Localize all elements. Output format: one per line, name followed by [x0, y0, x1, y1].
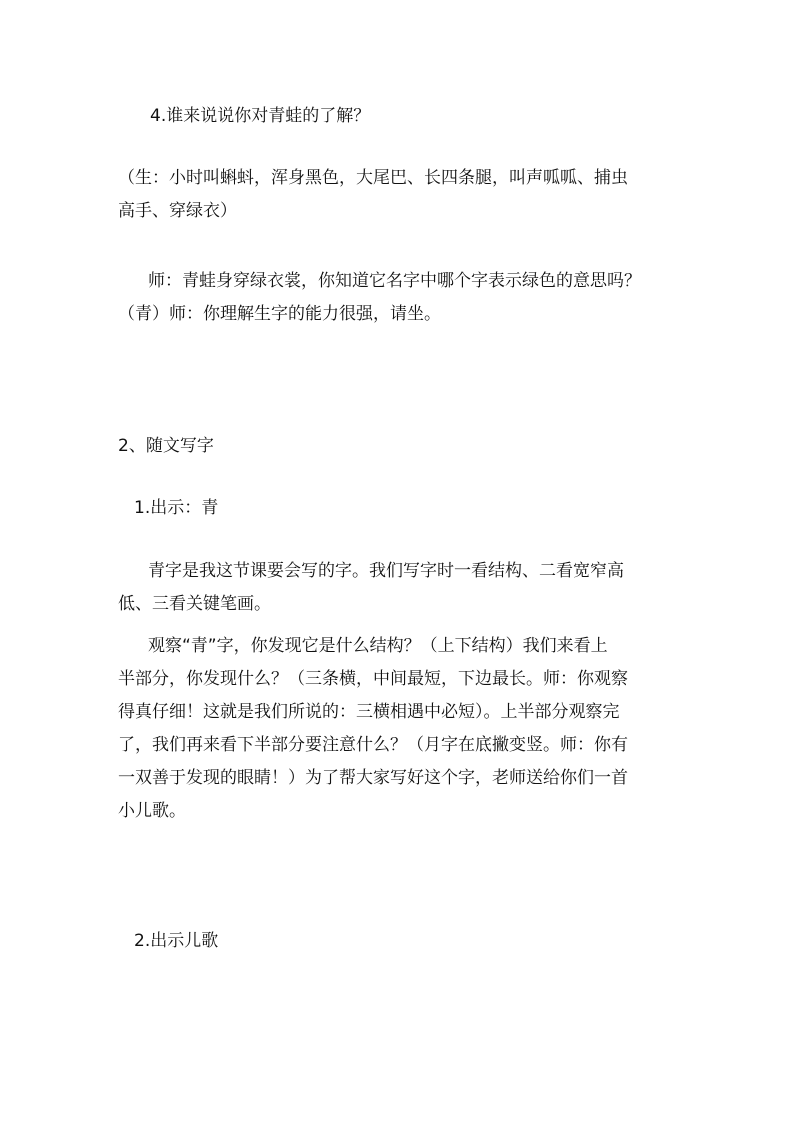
- subheading-1: [134, 492, 694, 525]
- section-heading-2-text: 2、随文写字: [118, 436, 214, 456]
- observation-line-6: 小儿歌。: [118, 801, 186, 821]
- section-heading-2: [118, 430, 678, 463]
- subheading-2: [134, 925, 694, 958]
- student-answer-line-2: 高手、穿绿衣）: [118, 201, 237, 221]
- observation-paragraph: [118, 630, 678, 828]
- writing-intro-paragraph: [118, 555, 678, 621]
- teacher-line-1: 师：青蛙身穿绿衣裳，你知道它名字中哪个字表示绿色的意思吗？: [148, 271, 641, 291]
- writing-intro-line-1: 青字是我这节课要会写的字。我们写字时一看结构、二看宽窄高: [148, 561, 624, 581]
- observation-line-1: 观察“青”字，你发现它是什么结构？（上下结构）我们来看上: [148, 636, 608, 656]
- observation-line-3: 得真仔细！这就是我们所说的：三横相遇中必短）。上半部分观察完: [118, 702, 620, 722]
- observation-line-5: 一双善于发现的眼睛！）为了帮大家写好这个字，老师送给你们一首: [118, 768, 628, 788]
- teacher-line-2: （青）师：你理解生字的能力很强，请坐。: [118, 304, 441, 324]
- subheading-1-text: 1.出示：青: [134, 498, 219, 518]
- student-answer-line-1: （生：小时叫蝌蚪，浑身黑色，大尾巴、长四条腿，叫声呱呱、捕虫: [118, 168, 628, 188]
- writing-intro-line-2: 低、三看关键笔画。: [118, 594, 271, 614]
- student-answer-paragraph: [118, 162, 678, 228]
- subheading-2-text: 2.出示儿歌: [134, 931, 219, 951]
- teacher-paragraph: [118, 265, 678, 331]
- question-4-text: 4.谁来说说你对青蛙的了解？: [150, 106, 371, 126]
- observation-line-4: 了，我们再来看下半部分要注意什么？（月字在底撇变竖。师：你有: [118, 735, 628, 755]
- question-4: [150, 100, 710, 133]
- observation-line-2: 半部分，你发现什么？（三条横，中间最短，下边最长。师：你观察: [118, 669, 628, 689]
